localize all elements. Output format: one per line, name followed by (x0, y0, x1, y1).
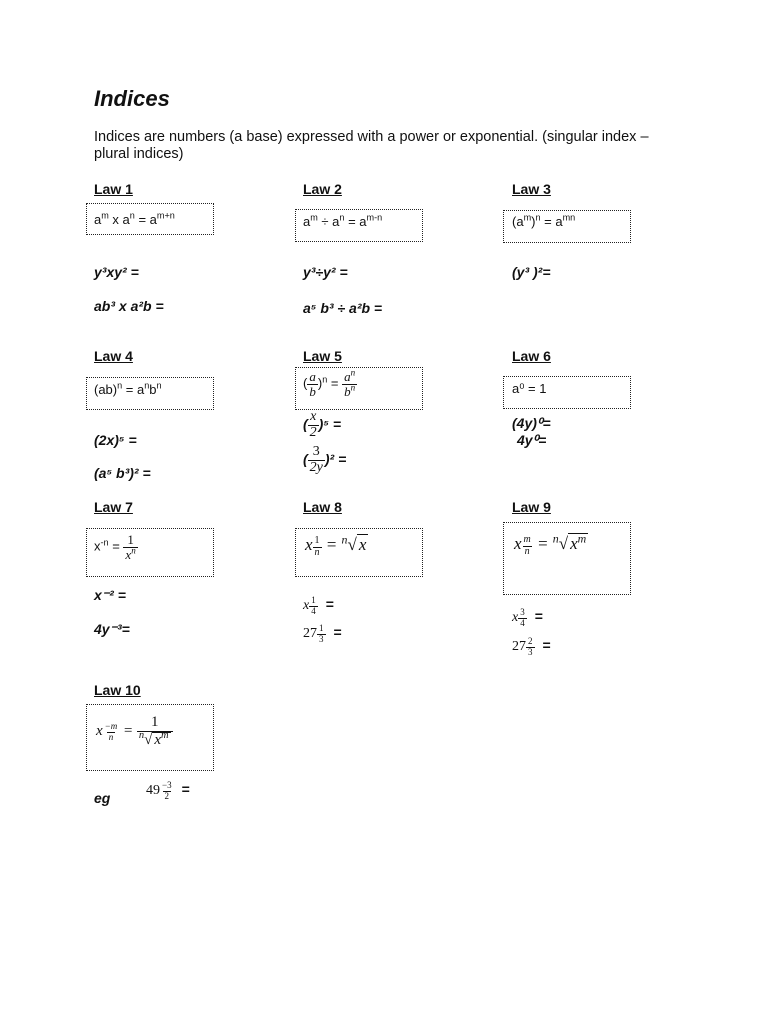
law-6-formula: a⁰ = 1 (512, 381, 547, 396)
law-1-formula: $a^m$ x $a^n = a^{m+n}$ (94, 210, 175, 227)
law-5-example-1: ( $\frac{x}{2}$ )⁵ = (303, 409, 342, 440)
law-6-heading: Law 6 (512, 348, 551, 364)
law-9-example-2: 27 $\frac{2}{3}$ = (512, 636, 551, 657)
page-title: Indices (94, 86, 170, 111)
law-2-formula: $a^m \div a^n = a^{m-n}$ (303, 212, 383, 229)
law-10-eg-expression: 49 $\frac{-3}{2}$ = (146, 780, 190, 801)
law-6-example-1: (4y)⁰= (512, 415, 551, 431)
law-1-heading: Law 1 (94, 181, 133, 197)
law-9-heading: Law 9 (512, 499, 551, 515)
law-9-example-1: x $\frac{3}{4}$ = (512, 607, 543, 628)
law-5-heading: Law 5 (303, 348, 342, 364)
law-2-example-2: a⁵ b³ ÷ a²b = (303, 300, 383, 316)
law-1-example-2: ab³ x a²b = (94, 298, 164, 314)
law-3-heading: Law 3 (512, 181, 551, 197)
law-8-example-1: x $\frac{1}{4}$ = (303, 595, 334, 616)
law-8-formula: x $\frac{1}{n}$ = $^n$√ x (305, 532, 367, 558)
law-10-heading: Law 10 (94, 682, 141, 698)
law-5-example-2: ( $\frac{3}{2y}$ )² = (303, 444, 347, 475)
law-10-eg-label: eg (94, 790, 111, 806)
law-4-example-1: (2x)⁵ = (94, 432, 137, 448)
law-9-formula: x $\frac{m}{n}$ = $^n$√ $x^m$ (514, 531, 587, 557)
law-4-formula: $(ab)^n = a^nb^n$ (94, 380, 162, 397)
law-8-heading: Law 8 (303, 499, 342, 515)
law-2-heading: Law 2 (303, 181, 342, 197)
law-1-example-1: y³xy² = (94, 264, 139, 280)
law-4-heading: Law 4 (94, 348, 133, 364)
intro-text: Indices are numbers (a base) expressed with a power or exponential. (singular index – plural indices) (94, 129, 649, 162)
law-7-heading: Law 7 (94, 499, 133, 515)
law-3-formula: $(a^m)^n = a^{mn}$ (512, 212, 576, 229)
law-8-example-2: 27 $\frac{1}{3}$ = (303, 623, 342, 644)
law-10-formula: x $\frac{-m}{n}$ = $\frac{1}{^n√ x^m}$ (96, 715, 173, 749)
law-2-example-1: y³÷y² = (303, 264, 348, 280)
law-5-formula: ( $\frac{a}{b}$ )$^n$ = $\frac{a^n}{b^n}$ (303, 367, 356, 399)
law-7-formula: $x^{-n}$ = $\frac{1}{x^n}$ (94, 532, 136, 562)
law-6-example-2: 4y⁰= (517, 432, 547, 448)
law-7-example-1: x⁻² = (94, 587, 126, 603)
law-7-example-2: 4y⁻³= (94, 621, 130, 637)
law-4-example-2: (a⁵ b³)² = (94, 465, 151, 481)
law-3-example-1: (y³ )²= (512, 264, 551, 280)
